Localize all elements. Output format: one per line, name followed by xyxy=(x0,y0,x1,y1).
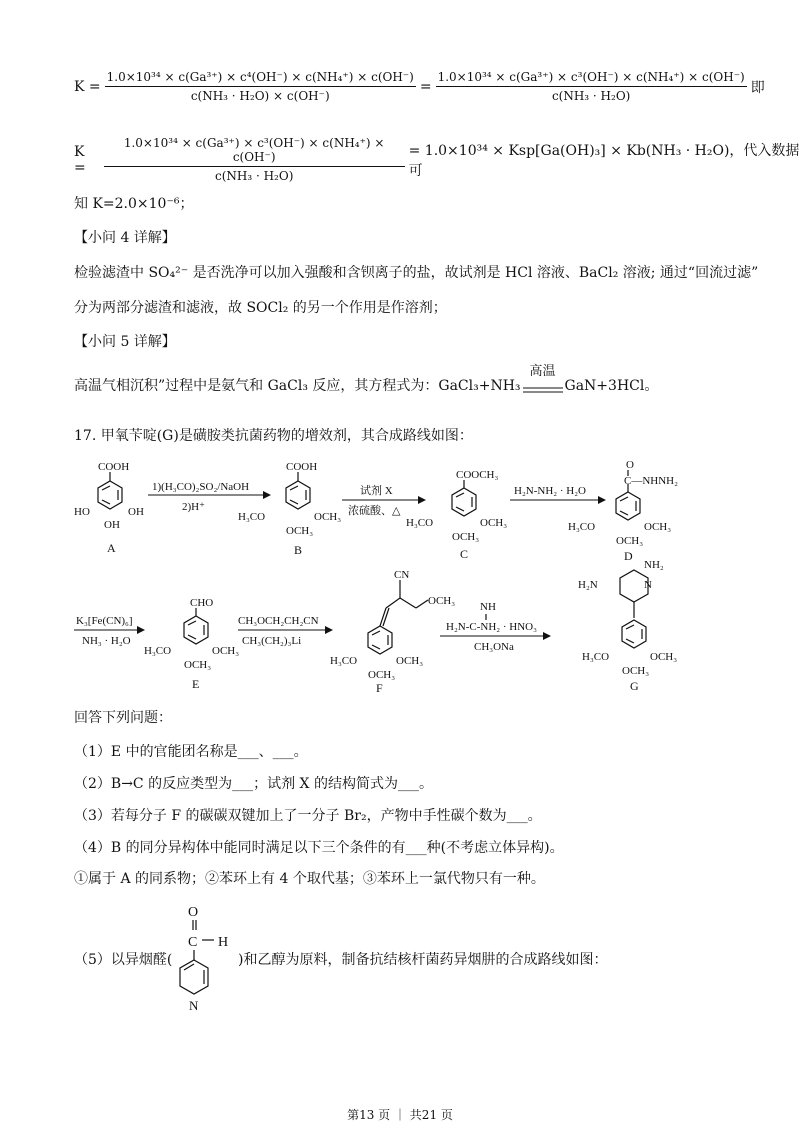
q5-condition-arrow xyxy=(523,364,563,396)
c-och3-mid: OCH₃ xyxy=(452,531,480,543)
c-cooch3: COOCH₃ xyxy=(456,469,499,481)
a-oh-right: OH xyxy=(128,506,144,518)
reagent-6-bottom: CH₃ONa xyxy=(474,641,514,653)
d-h3co: H₃CO xyxy=(568,521,596,533)
eq2-denominator: c(NH₃ · H₂O) xyxy=(214,169,294,183)
g-h3co: H₃CO xyxy=(582,651,610,663)
eq1-frac1-numerator: 1.0×10³⁴ × c(Ga³⁺) × c⁴(OH⁻) × c(NH₄⁺) × c(OH⁻) xyxy=(105,70,416,87)
g-nh2-top: NH₂ xyxy=(644,559,664,571)
reagent-4-bottom: NH₃ · H₂O xyxy=(82,635,131,647)
isonicotinaldehyde-structure xyxy=(168,902,240,1014)
question-3: （3）若每分子 F 的碳碳双键加上了一分子 Br₂，产物中手性碳个数为___。 xyxy=(74,808,542,824)
e-och3-right: OCH₃ xyxy=(212,645,240,657)
g-och3-right: OCH₃ xyxy=(650,651,678,663)
iso-o: O xyxy=(188,905,199,920)
label-a: A xyxy=(107,541,116,555)
d-och3-right: OCH₃ xyxy=(644,521,672,533)
eq2-rhs: = 1.0×10³⁴ × Ksp[Ga(OH)₃] × Kb(NH₃ · H₂O)，代入数据可 xyxy=(408,142,800,179)
e-cho: CHO xyxy=(190,597,214,609)
synthesis-scheme xyxy=(60,450,740,695)
b-och3-mid: OCH₃ xyxy=(286,525,314,537)
b-och3-right: OCH₃ xyxy=(314,511,342,523)
b-h3co: H₃CO xyxy=(238,511,266,523)
q4-heading: 【小问 4 详解】 xyxy=(74,230,176,246)
f-och3-chain: OCH₃ xyxy=(428,595,456,607)
g-h2n: H₂N xyxy=(578,579,598,591)
compound-d xyxy=(568,459,678,563)
q5-equation-line xyxy=(74,364,659,396)
double-line-icon xyxy=(523,384,563,396)
compound-a xyxy=(74,461,144,555)
question-4-conditions: ①属于 A 的同系物；②苯环上有 4 个取代基；③苯环上一氯代物只有一种。 xyxy=(74,871,545,887)
label-d: D xyxy=(624,549,633,563)
eq1-frac2-numerator: 1.0×10³⁴ × c(Ga³⁺) × c³(OH⁻) × c(NH₄⁺) × c(OH⁻) xyxy=(436,70,747,87)
label-b: B xyxy=(294,543,303,557)
c-och3-right: OCH₃ xyxy=(480,517,508,529)
a-ho: HO xyxy=(74,506,90,518)
q4-line-1: 检验滤渣中 SO₄²⁻ 是否洗净可以加入强酸和含钡离子的盐，故试剂是 HCl 溶液、BaCl₂ 溶液; 通过“回流过滤” xyxy=(74,265,759,281)
d-conhnh2: C—NHNH₂ xyxy=(624,475,678,487)
compound-b xyxy=(238,461,341,557)
equation-k-1 xyxy=(74,70,765,103)
reagent-4-top: K₃[Fe(CN)₆] xyxy=(76,615,133,627)
question-5-a: （5）以异烟醛( xyxy=(74,952,173,968)
g-och3-mid: OCH₃ xyxy=(622,665,650,677)
reagent-5-bottom: CH₃(CH₂)₃Li xyxy=(242,635,302,647)
iso-c: C xyxy=(188,935,198,950)
q5-eq-pre: 高温气相沉积”过程中是氨气和 GaCl₃ 反应，其方程式为：GaCl₃+NH₃ xyxy=(74,378,521,394)
label-g: G xyxy=(630,679,639,693)
question-4: （4）B 的同分异构体中能同时满足以下三个条件的有___种(不考虑立体异构)。 xyxy=(74,840,564,856)
reagent-6-top: H₂N-C-NH₂ · HNO₃ xyxy=(446,621,537,633)
equation-k-2 xyxy=(74,136,800,183)
eq1-frac2-denominator: c(NH₃ · H₂O) xyxy=(551,89,631,103)
eq2-lhs: K = xyxy=(74,143,86,176)
label-c: C xyxy=(460,547,469,561)
compound-e xyxy=(144,597,239,691)
e-och3-mid: OCH₃ xyxy=(184,659,212,671)
q5-condition-label: 高温 xyxy=(529,364,556,379)
eq1-equals: = xyxy=(419,78,432,95)
question-5-b: )和乙醇为原料，制备抗结核杆菌药异烟肼的合成路线如图： xyxy=(238,952,608,968)
reagent-3-top: H₂N-NH₂ · H₂O xyxy=(514,485,586,497)
g-n-ring: N xyxy=(644,579,652,591)
a-oh-mid: OH xyxy=(104,519,120,531)
d-o: O xyxy=(626,459,634,471)
compound-g xyxy=(578,559,677,693)
b-cooh: COOH xyxy=(286,461,318,473)
answer-prompt: 回答下列问题： xyxy=(74,710,172,726)
f-cn: CN xyxy=(394,569,410,581)
f-och3-mid: OCH₃ xyxy=(368,669,396,681)
eq1-lhs: K = xyxy=(74,78,101,95)
eq1-tail: 即 xyxy=(750,79,765,96)
q5-eq-post: GaN+3HCl。 xyxy=(564,378,659,394)
question-1: （1）E 中的官能团名称是___、___。 xyxy=(74,744,308,760)
label-e: E xyxy=(192,677,200,691)
question-17-intro: 17. 甲氧苄啶(G)是磺胺类抗菌药物的增效剂，其合成路线如图： xyxy=(74,428,473,444)
q5-heading: 【小问 5 详解】 xyxy=(74,334,176,350)
iso-h: H xyxy=(218,935,229,950)
e-h3co: H₃CO xyxy=(144,645,172,657)
q4-line-2: 分为两部分滤渣和滤液，故 SOCl₂ 的另一个作用是作溶剂； xyxy=(74,300,447,316)
reagent-2-bottom: 浓硫酸、△ xyxy=(348,505,401,517)
c-h3co: H₃CO xyxy=(406,517,434,529)
reagent-6-nh: NH xyxy=(480,601,496,613)
eq2-fraction xyxy=(104,136,405,183)
reagent-2-top: 试剂 X xyxy=(360,485,393,497)
compound-c xyxy=(406,469,507,561)
a-cooh: COOH xyxy=(98,461,130,473)
eq2-numerator: 1.0×10³⁴ × c(Ga³⁺) × c³(OH⁻) × c(NH₄⁺) × c(OH⁻) xyxy=(104,136,405,167)
k-value-line: 知 K=2.0×10⁻⁶； xyxy=(74,196,194,212)
reagent-1-top: 1)(H₃CO)₂SO₂/NaOH xyxy=(152,481,250,493)
page-footer: 第13 页 ｜ 共21 页 xyxy=(347,1108,453,1122)
f-och3-right: OCH₃ xyxy=(396,655,424,667)
compound-f xyxy=(330,569,455,695)
reagent-1-bottom: 2)H⁺ xyxy=(182,501,205,513)
question-2: （2）B→C 的反应类型为___；试剂 X 的结构简式为___。 xyxy=(74,776,433,792)
eq1-frac1-denominator: c(NH₃ · H₂O) × c(OH⁻) xyxy=(190,89,330,103)
f-h3co: H₃CO xyxy=(330,655,358,667)
reagent-5-top: CH₃OCH₂CH₂CN xyxy=(238,615,319,627)
d-och3-mid: OCH₃ xyxy=(616,535,644,547)
label-f: F xyxy=(376,681,383,695)
eq1-fraction-2 xyxy=(436,70,747,103)
eq1-fraction-1 xyxy=(105,70,416,103)
iso-n: N xyxy=(189,998,199,1013)
